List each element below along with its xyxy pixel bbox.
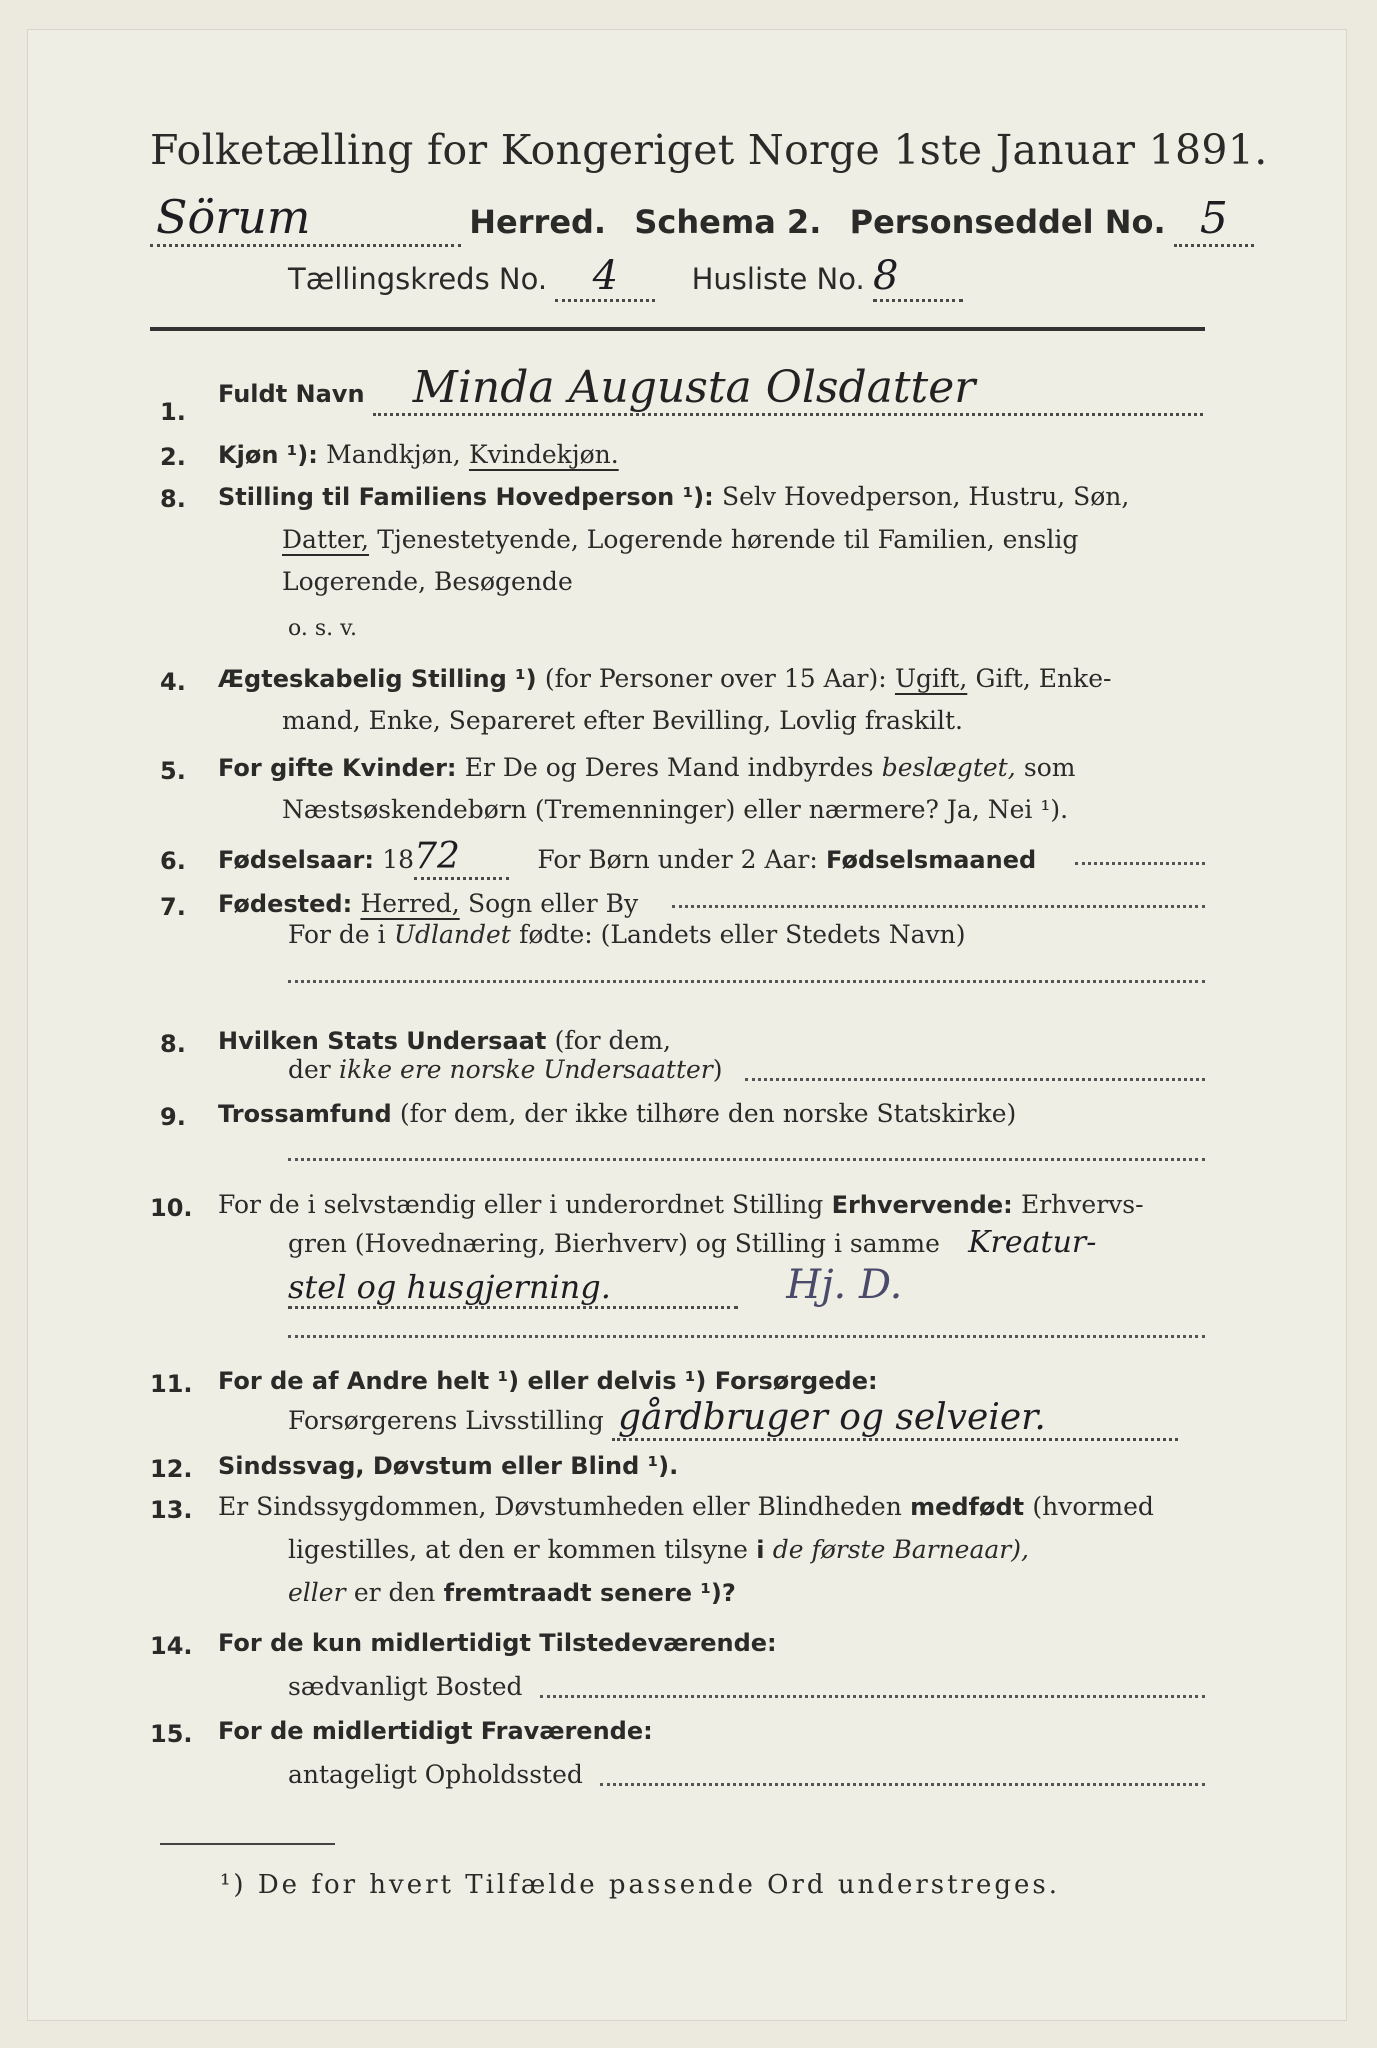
q15-text1: antageligt Opholdssted <box>288 1760 583 1789</box>
q6-row <box>218 836 1036 880</box>
q12-label: Sindssvag, Døvstum eller Blind ¹). <box>218 1452 679 1480</box>
q13-italic2: eller <box>288 1578 346 1607</box>
q13-text2: (hvormed <box>1032 1492 1154 1521</box>
q7-text1: Sogn eller By <box>467 889 639 918</box>
q8-text2: der <box>288 1055 331 1084</box>
q14-text1: sædvanligt Bosted <box>288 1672 523 1701</box>
q3-label: Stilling til Familiens Hovedperson ¹): <box>218 483 714 511</box>
q15-label: For de midlertidigt Fraværende: <box>218 1717 653 1745</box>
q8-dotted-line <box>745 1078 1205 1081</box>
q2-number: 2. <box>160 443 186 471</box>
q13-text4: er den <box>353 1578 436 1607</box>
q5-row2 <box>282 795 1068 825</box>
q8-label: Hvilken Stats Undersaat <box>218 1027 547 1055</box>
q10-text2: Erhvervs- <box>1020 1190 1144 1219</box>
husliste-value: 8 <box>873 253 963 302</box>
q7-row <box>218 889 638 919</box>
q3-row3 <box>282 567 573 597</box>
q3-underlined-option: Datter, <box>282 525 369 554</box>
q15-number: 15. <box>150 1720 193 1748</box>
q7-italic: Udlandet <box>393 920 511 949</box>
q9-text1: (for dem, der ikke tilhøre den norske Statskirke) <box>399 1099 1017 1128</box>
q5-italic: beslægtet, <box>881 753 1016 782</box>
q11-text1: Forsørgerens Livsstilling <box>288 1406 604 1435</box>
q7-text3: fødte: (Landets eller Stedets Navn) <box>519 920 966 949</box>
q11-row2 <box>288 1397 1178 1441</box>
q10-text3: gren (Hovednæring, Bierhverv) og Stilling i samme <box>288 1229 940 1258</box>
q13-bold2: fremtraadt senere ¹)? <box>443 1579 736 1607</box>
q5-text1: Er De og Deres Mand indbyrdes <box>464 753 874 782</box>
q10-dotted-line <box>288 1335 1205 1338</box>
husliste-label: Husliste No. <box>691 262 865 296</box>
q4-text3: mand, Enke, Separeret efter Bevilling, Lovlig fraskilt. <box>282 706 963 735</box>
q2-label: Kjøn ¹): <box>218 441 318 469</box>
q9-row <box>218 1099 1016 1129</box>
q15-row2 <box>288 1760 583 1790</box>
q4-text1: (for Personer over 15 Aar): <box>544 664 887 693</box>
q1-row <box>218 362 1203 416</box>
q7-underlined-option: Herred, <box>360 889 460 918</box>
q14-label: For de kun midlertidigt Tilstedeværende: <box>218 1629 777 1657</box>
q5-number: 5. <box>160 757 186 785</box>
q7-dotted-line-2 <box>288 980 1205 983</box>
herred-label: Herred. <box>469 203 607 241</box>
q8-row2: der ikke ere norske Undersaatter) <box>288 1055 723 1084</box>
q7-label: Fødested: <box>218 890 353 918</box>
q6-label: Fødselsaar: <box>218 846 374 874</box>
q4-underlined-option: Ugift, <box>894 664 968 693</box>
q13-row <box>218 1492 1154 1522</box>
taellingskreds-label: Tællingskreds No. <box>288 262 548 296</box>
q11-number: 11. <box>150 1370 193 1398</box>
q7-text2: For de i <box>288 920 386 949</box>
q13-italic: de første Barneaar), <box>772 1535 1029 1564</box>
q3-text1: Selv Hovedperson, Hustru, Søn, <box>721 482 1130 511</box>
q15-dotted-line <box>600 1783 1205 1786</box>
q9-label: Trossamfund <box>218 1100 392 1128</box>
q1-number: 1. <box>160 398 186 426</box>
footnote: ¹) De for hvert Tilfælde passende Ord understreges. <box>220 1870 1061 1900</box>
q14-row2 <box>288 1672 523 1702</box>
q10-text1: For de i selvstændig eller i underordnet Stilling <box>218 1190 824 1219</box>
q5-text3: Næstsøskendebørn (Tremenninger) eller nærmere? Ja, Nei ¹). <box>282 795 1069 824</box>
q11-row <box>218 1366 878 1396</box>
q10-label: Erhvervende: <box>831 1191 1013 1219</box>
q6-prefix: 18 <box>382 845 415 874</box>
q4-row <box>218 664 1111 694</box>
q10-row3 <box>288 1262 902 1309</box>
footnote-divider <box>160 1843 335 1845</box>
q6-text1: For Børn under 2 Aar: <box>537 845 818 874</box>
personseddel-label: Personseddel No. <box>849 203 1166 241</box>
q5-label: For gifte Kvinder: <box>218 754 457 782</box>
q4-number: 4. <box>160 668 186 696</box>
q3-row <box>218 482 1129 512</box>
q6-birth-year-value: 72 <box>414 836 509 880</box>
q12-number: 12. <box>150 1455 193 1483</box>
q2-row <box>218 440 619 470</box>
q8-row <box>218 1026 671 1056</box>
q13-bold: medfødt <box>910 1493 1025 1521</box>
q3-row4 <box>288 612 357 642</box>
q10-value3: Hj. D. <box>786 1262 903 1308</box>
q11-label: For de af Andre helt ¹) eller delvis ¹) Forsørgede: <box>218 1367 878 1395</box>
q3-text2: Tjenestetyende, Logerende hørende til Familien, enslig <box>377 525 1079 554</box>
q1-full-name-value: Minda Augusta Olsdatter <box>373 362 1203 416</box>
q3-number: 8. <box>160 485 186 513</box>
q3-row2 <box>282 525 1078 555</box>
q2-option-female-underlined: Kvindekjøn. <box>468 440 619 469</box>
q6-dotted-line <box>1075 862 1205 865</box>
q11-provider-occupation-value: gårdbruger og selveier. <box>612 1397 1178 1441</box>
q15-row <box>218 1716 653 1746</box>
personseddel-value: 5 <box>1174 193 1254 247</box>
taellingskreds-value: 4 <box>555 253 655 302</box>
q13-text3: ligestilles, at den er kommen tilsyne <box>288 1535 748 1564</box>
q12-row <box>218 1451 678 1481</box>
q10-number: 10. <box>150 1194 193 1222</box>
q10-value1: Kreatur- <box>968 1225 1097 1260</box>
q4-label: Ægteskabelig Stilling ¹) <box>218 665 537 693</box>
herred-line <box>150 190 1254 247</box>
q7-dotted-line <box>672 905 1205 908</box>
q3-text4: o. s. v. <box>288 616 357 641</box>
q4-text2: Gift, Enke- <box>975 664 1112 693</box>
header-divider <box>150 327 1205 331</box>
q4-row2 <box>282 706 963 736</box>
q13-row3 <box>288 1578 736 1608</box>
q6-label2: Fødselsmaaned <box>826 846 1037 874</box>
q2-option-male: Mandkjøn, <box>326 440 461 469</box>
q10-value2: stel og husgjerning. <box>288 1268 738 1309</box>
q3-text3: Logerende, Besøgende <box>282 567 573 596</box>
q13-row2 <box>288 1535 1029 1565</box>
q13-number: 13. <box>150 1496 193 1524</box>
q5-row <box>218 753 1076 783</box>
q8-number: 8. <box>160 1030 186 1058</box>
q13-text1: Er Sindssygdommen, Døvstumheden eller Blindheden <box>218 1492 902 1521</box>
q10-row <box>218 1190 1144 1220</box>
q5-text2: som <box>1023 753 1076 782</box>
herred-value: Sörum <box>150 190 461 247</box>
q14-dotted-line <box>540 1695 1205 1698</box>
q6-number: 6. <box>160 847 186 875</box>
form-title: Folketælling for Kongeriget Norge 1ste Januar 1891. <box>150 126 1268 174</box>
q13-bold-i: i <box>756 1536 765 1564</box>
q9-dotted-line <box>288 1158 1205 1161</box>
schema-label: Schema 2. <box>634 203 822 241</box>
q14-row <box>218 1628 777 1658</box>
taellingskreds-line <box>288 253 963 302</box>
q8-italic: ikke ere norske Undersaatter <box>339 1055 713 1084</box>
q1-label: Fuldt Navn <box>218 380 365 408</box>
q14-number: 14. <box>150 1632 193 1660</box>
q7-row2 <box>288 920 965 950</box>
q7-number: 7. <box>160 893 186 921</box>
q10-row2 <box>288 1225 1096 1260</box>
q8-text1: (for dem, <box>554 1026 671 1055</box>
q9-number: 9. <box>160 1103 186 1131</box>
